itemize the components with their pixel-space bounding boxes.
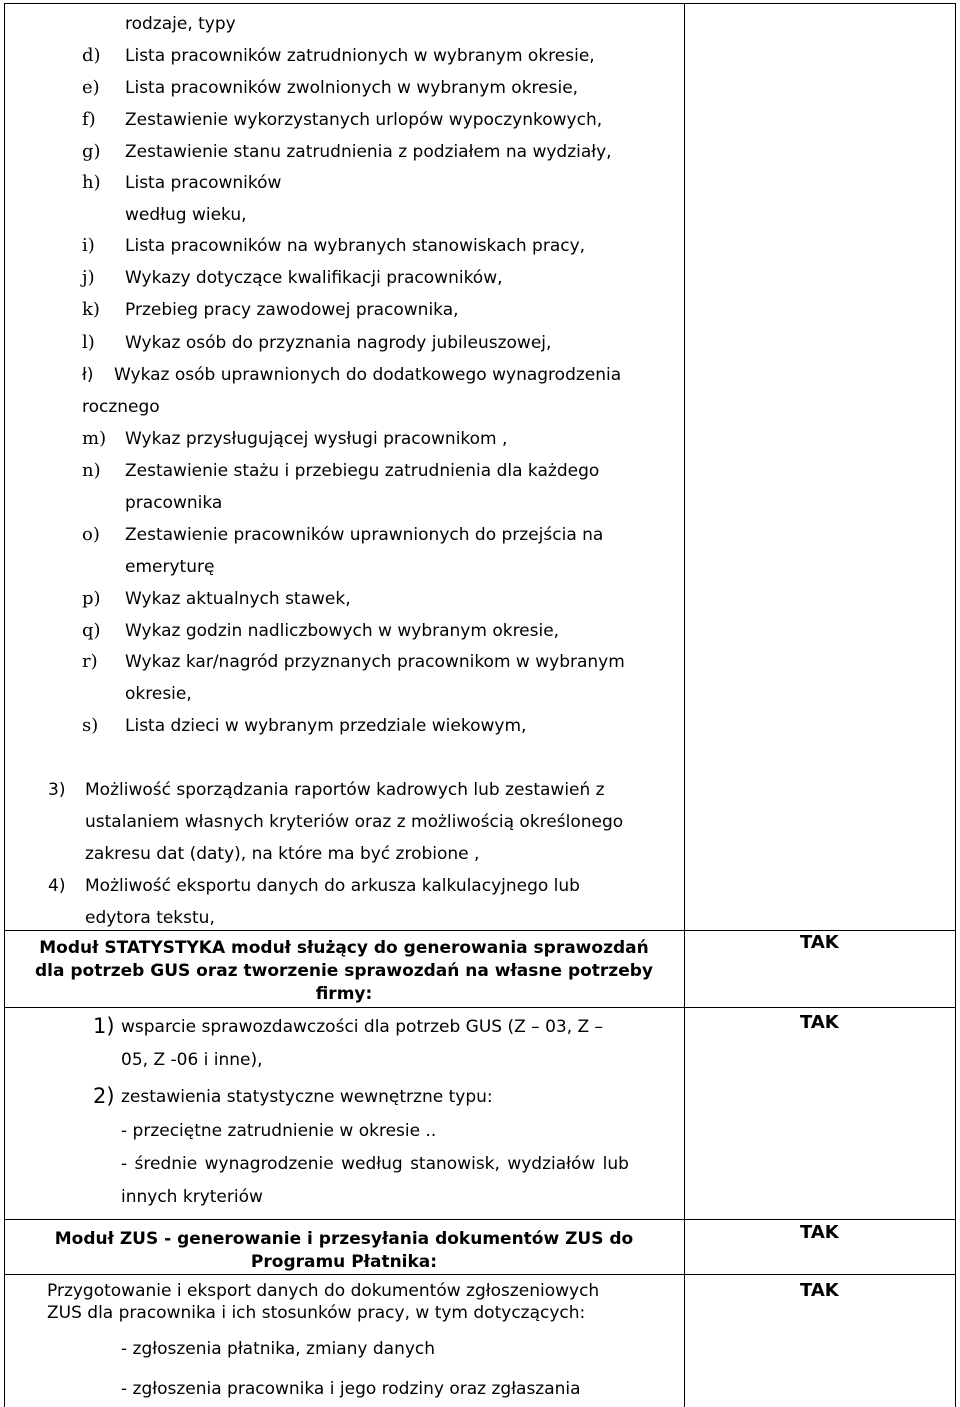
stat-item-1-text: wsparcie sprawozdawczości dla potrzeb GUS (Z – 03, Z – [121,1017,604,1037]
list-item: Zestawienie stanu zatrudnienia z podziałem na wydziały, [125,142,612,162]
list-marker: g) [82,141,101,162]
list-item-continuation: pracownika [125,493,223,513]
list-marker: n) [82,460,101,481]
zus-sub-1: - zgłoszenia płatnika, zmiany danych [121,1339,436,1359]
list-item: Lista pracowników zwolnionych w wybranym okresie, [125,78,579,98]
list-marker: i) [82,235,95,256]
list-item-continuation: zakresu dat (daty), na które ma być zrobione , [85,844,480,864]
table-border-right [955,3,956,1407]
list-item: Wykaz kar/nagród przyznanych pracownikom w wybranym [125,652,625,672]
stat-item-1-line-2: 05, Z -06 i inne), [121,1050,263,1070]
zus-heading-tak: TAK [800,1222,839,1243]
list-marker: 3) [48,780,66,800]
list-marker: ł) [82,365,94,385]
list-marker: h) [82,172,101,193]
list-item: Wykazy dotyczące kwalifikacji pracowników, [125,268,503,288]
list-item: Przebieg pracy zawodowej pracownika, [125,300,459,320]
list-item: Zestawienie stażu i przebiegu zatrudnienia dla każdego [125,461,600,481]
zus-heading-line-2: Programu Płatnika: [250,1252,438,1272]
list-item-continuation: według wieku, [125,205,247,225]
list-marker: l) [82,332,95,353]
zus-heading-line-1: Moduł ZUS - generowanie i przesyłania dokumentów ZUS do [54,1229,634,1249]
stat-sub-2-line-2: innych kryteriów [121,1187,263,1207]
list-marker: 4) [48,876,66,896]
row-divider-zus [4,1219,956,1220]
list-item: Lista pracowników zatrudnionych w wybranym okresie, [125,46,595,66]
row-divider-stat-body [4,1007,956,1008]
list-item: Wykaz osób uprawnionych do dodatkowego wynagrodzenia [114,365,622,385]
list-item: Zestawienie wykorzystanych urlopów wypoczynkowych, [125,110,603,130]
list-item: Możliwość sporządzania raportów kadrowych lub zestawień z [85,780,605,800]
table-border-top [4,3,956,4]
list-item-continuation: emeryturę [125,557,215,577]
list-marker: p) [82,588,101,609]
list-item-continuation: edytora tekstu, [85,908,215,928]
zus-body-line-2: ZUS dla pracownika i ich stosunków pracy, w tym dotyczących: [47,1303,586,1323]
stat-heading-tak: TAK [800,932,839,953]
list-marker: r) [82,651,98,672]
list-item: Lista pracowników na wybranych stanowiskach pracy, [125,236,586,256]
list-item-continuation: okresie, [125,684,192,704]
list-intro: rodzaje, typy [125,14,236,34]
zus-body-tak: TAK [800,1280,839,1301]
list-marker: f) [82,109,96,130]
list-marker: o) [82,524,100,545]
list-marker: d) [82,45,101,66]
stat-item-1-number: 1) [93,1014,115,1038]
list-item: Wykaz godzin nadliczbowych w wybranym okresie, [125,621,560,641]
list-item: Zestawienie pracowników uprawnionych do przejścia na [125,525,604,545]
stat-body-tak: TAK [800,1012,839,1033]
zus-body-line-1: Przygotowanie i eksport danych do dokumentów zgłoszeniowych [47,1281,600,1301]
stat-heading-line-2: dla potrzeb GUS oraz tworzenie sprawozdań na własne potrzeby [35,961,653,981]
stat-sub-1: - przeciętne zatrudnienie w okresie .. [121,1121,437,1141]
row-divider-zus-body [4,1274,956,1275]
stat-heading-line-3: firmy: [315,984,373,1004]
list-marker: e) [82,77,100,98]
list-marker: s) [82,715,99,736]
list-marker: q) [82,620,101,641]
list-item-continuation: ustalaniem własnych kryteriów oraz z możliwością określonego [85,812,624,832]
list-item: Wykaz aktualnych stawek, [125,589,351,609]
row-divider-stat [4,930,956,931]
table-border-left [4,3,5,1407]
stat-sub-2-line-1: - średnie wynagrodzenie według stanowisk, wydziałów lub [121,1154,629,1174]
stat-item-2-number: 2) [93,1084,115,1108]
list-item: Lista pracowników [125,173,282,193]
zus-sub-2: - zgłoszenia pracownika i jego rodziny oraz zgłaszania [121,1379,581,1399]
list-marker: j) [82,267,95,288]
table-column-divider [684,3,685,1407]
stat-item-2-line-1: zestawienia statystyczne wewnętrzne typu: [121,1087,493,1107]
list-marker: k) [82,299,100,320]
list-item: Wykaz osób do przyznania nagrody jubileuszowej, [125,333,552,353]
list-item-continuation: rocznego [82,397,160,417]
list-item: Lista dzieci w wybranym przedziale wiekowym, [125,716,527,736]
list-item: Wykaz przysługującej wysługi pracownikom , [125,429,508,449]
list-marker: m) [82,428,107,449]
stat-heading-line-1: Moduł STATYSTYKA moduł służący do generowania sprawozdań [39,938,649,958]
stat-item-1-line-1 [121,1017,677,1037]
list-item: Możliwość eksportu danych do arkusza kalkulacyjnego lub [85,876,580,896]
